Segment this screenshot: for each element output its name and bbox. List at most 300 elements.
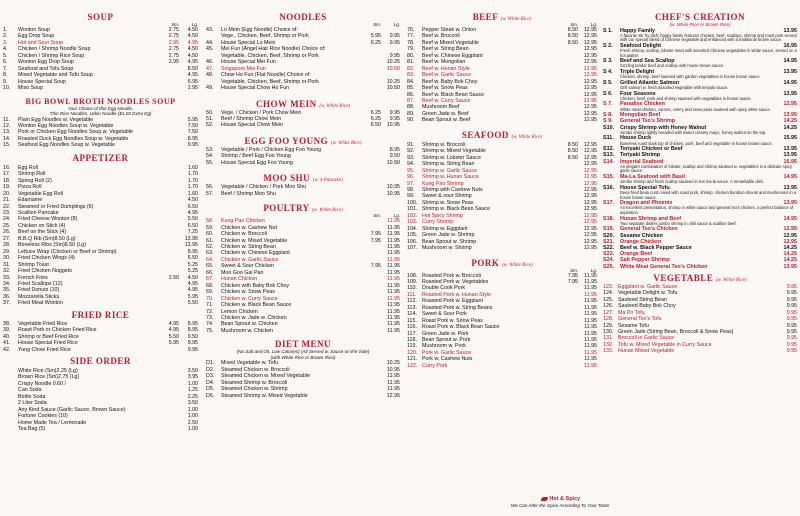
item-name: Miso Soup [18,85,44,92]
item-name: Steamed Shrimp w. Mixed Vegetable [221,392,308,399]
item-price: 12.95 [583,104,597,111]
item-name: B.B.Q Rib (Sm)8.50 (Lg) [18,235,76,242]
item-name: Orange Beef [620,251,653,258]
mooshu-list [206,184,400,197]
item-name: Four Seasons [620,90,656,97]
item-number: 50. [206,109,214,116]
item-number: S15. [603,174,615,181]
item-number: 9. [3,78,8,85]
item-number: 65. [206,263,214,270]
item-number: 67. [206,276,214,283]
item-price: 11.95 [387,243,400,250]
item-price-small: 7.95 [567,278,578,285]
item-price: 11.95 [387,379,400,386]
item-price: 5.25 [187,261,198,268]
item-name: Any Kind Sauce (Garlic Sauce, Brown Sauce) [18,406,126,413]
item-description: Grill salmon w. fresh assorted vegetable with teriyaki sauce. [620,85,729,91]
item-description: Two separate dishes jumbo shrimp in chili sauce & scallion beef. [620,220,737,226]
item-price: 4.95 [187,59,198,66]
item-price: 11.95 [584,304,597,311]
item-price: 9.50 [389,153,400,160]
item-number: D4. [206,379,215,386]
item-name: Beef w. String Bean [422,46,469,53]
item-number: 19. [3,184,11,191]
item-number: 103. [407,219,418,226]
item-name: Chicken / Shrimp Rice Soup [18,52,85,59]
item-price-small: 5.50 [168,333,179,340]
item-number: 7. [3,65,8,72]
item-price: 12.95 [583,27,597,33]
item-name: Shrimp w. Snow Peas [422,199,474,206]
item-price: 11.95 [584,285,597,292]
item-name: House Special Tofu [620,184,670,191]
item-name: Double Cook Pork [422,285,465,292]
item-price: 9.95 [786,303,797,310]
item-number: 91. [407,141,415,148]
item-name: Home Made Tea / Lemonade [18,419,87,426]
item-name: Vegetable, Chicken, Beef, Shrimp or Pork [221,78,319,85]
item-price: 12.95 [583,238,597,245]
item-number: 14. [3,135,11,142]
item-price: 11.95 [387,231,400,238]
column-1 [3,0,198,433]
item-price-small: 8.50 [567,154,578,161]
chef-list [603,28,797,270]
item-name: Eggplant w. Garlic Sauce [618,283,678,290]
item-number: 97. [407,180,415,187]
item-price-small: 8.50 [567,33,578,40]
column-3 [407,0,597,369]
item-description: An elegant combination of lobster, scallop and shrimp sauteed w. vegetables in a delicate spicy garlic sauce. [620,163,793,174]
item-description: Chicken, beef, pork and shrimp sauteed with vegetables in brown sauce. [620,95,752,101]
item-name: Happy Family [620,27,656,34]
item-number: 99. [407,193,415,200]
item-number: 132. [603,341,614,348]
item-price: 12.95 [583,91,597,98]
item-name: Shrimp with Cashew Nuts [422,186,483,193]
item-number: 120. [407,349,418,356]
item-price: 14.25 [783,124,797,131]
item-price: 14.25 [783,257,797,264]
seafood-list [407,142,597,252]
item-price-small: 2.75 [168,27,179,33]
item-price: 8.95 [389,146,400,153]
item-number: 23. [3,209,11,216]
item-price: 4.95 [187,209,198,216]
item-number: 57. [206,190,214,197]
item-name: Mozzarella Sticks [18,293,60,300]
item-number: 110. [407,285,417,292]
item-name: Teriyaki Chicken or Beef [620,146,683,153]
item-number: 27. [3,235,11,242]
item-number: 85. [407,85,415,92]
item-number: 17. [3,171,11,178]
appetizer-list [3,165,198,307]
item-price: 13.95 [783,90,797,97]
item-number: 62. [206,243,214,250]
bigbowl-note-2: Thin Rice Noodles, Udon Noodle ($1.00 Extra Eg) [49,111,152,117]
item-number: 32. [3,268,11,275]
item-number: 56. [206,184,214,191]
item-name: Ma-La Seafood with Basil [620,174,685,181]
item-number: 78. [407,39,415,46]
item-price: 1.70 [187,177,198,184]
item-price: 13.95 [783,152,797,159]
item-name: Can Soda [18,387,42,394]
item-number: S 5. [603,79,613,86]
item-price: 11.95 [387,373,400,380]
item-number: 125. [603,296,614,303]
item-name: Vegetable Delight w. Tofu [618,290,678,297]
item-number: 81. [407,59,415,66]
item-name: Shrimp w. Lobster Sauce [422,154,481,161]
item-price: 13.95 [783,200,797,207]
item-number: S21. [603,238,615,245]
chef-heading: CHEF'S CREATION [654,12,746,22]
item-name: Sweet & Sour Pork [422,311,467,318]
item-price: 11.95 [387,289,400,296]
chowmein-list [206,110,400,129]
item-name: House Special Chow Mein [221,122,284,129]
item-name: Sesame Chicken [620,232,663,239]
item-number: 15. [3,142,11,149]
chef-item [603,80,797,91]
chef-item [603,216,797,227]
menu-item [603,348,797,354]
item-name: Beef on the Stick (4) [18,229,66,236]
poultry-list [206,218,400,334]
item-number: 114. [407,311,417,318]
item-price: 7.25 [187,229,198,236]
item-price: 7.50 [187,129,198,136]
item-price: 4.95 [187,39,198,46]
beef-list [407,27,597,124]
item-name: Seafood and Tofu Soup [18,65,74,72]
item-name: Mushroom w. Chicken [221,327,274,334]
item-number: S13. [603,152,615,159]
item-price: 4.95 [187,287,198,294]
item-name: Chicken w. String Bean [221,243,276,250]
item-name: Beef / Shrimp Chow Mein [221,115,282,122]
item-price: 1.25 [187,387,198,394]
beef-size-header: Sm. Lg. [570,22,597,27]
item-price: 12.95 [583,219,597,226]
item-number: 82. [407,65,415,72]
item-number: S 6. [603,90,613,97]
item-number: 92. [407,148,415,155]
item-price-small: 5.95 [370,33,381,40]
item-name: Fried Meat Wonton [18,300,63,307]
item-price: 15.95 [783,135,797,142]
item-price: 1.60 [187,190,198,197]
item-name: Green Jade w. Beef [422,110,469,117]
item-number: 20. [3,190,11,197]
item-price: 4.50 [187,46,198,53]
item-name: House Special Mei Fun [221,59,276,66]
menu-item [206,160,400,166]
item-name: Edamame [18,197,43,204]
column-4 [603,0,797,355]
vegetable-list [603,284,797,355]
item-number: 53. [206,146,214,153]
item-price: 9.95 [389,33,400,40]
item-number: 26. [3,229,11,236]
item-number: S14. [603,158,615,165]
item-number: D6. [206,392,215,399]
item-number: 94. [407,161,415,168]
item-number: 88. [407,104,415,111]
item-price: 14.95 [783,58,797,65]
item-name: Beef w. Black Pepper Sauce [620,245,692,252]
item-name: Mei Fun (Angel Hair Rice Noodle) Choice of: [221,46,326,53]
item-name: Chicken w. Garlic Sauce [221,256,279,263]
item-price: 13.95 [184,242,198,249]
item-number: S19. [603,226,615,233]
item-number: 5. [3,52,8,59]
item-name: Tofu w. Mixed Vegetable in Curry Sauce [618,341,712,348]
item-name: Wonton Soup [18,27,51,33]
item-name: Shrimp or Beef Fried Rice [18,333,79,340]
item-number: 40. [3,333,11,340]
chef-item [603,264,797,270]
item-price: 11.95 [584,330,597,337]
item-price: 10.95 [386,190,400,197]
item-price-small: 2.75 [168,46,179,53]
item-name: Wonton Egg Noodles Soup w. Vegetable [18,122,114,129]
menu-item [3,426,198,432]
item-price: 11.95 [387,327,400,334]
item-name: Mushroom w. Pork [422,343,466,350]
item-name: Chicken on Stick (4) [18,222,66,229]
item-price: 9.95 [786,309,797,316]
bigbowl-heading: BIG BOWL BROTH NOODLES SOUP [25,96,176,106]
item-price-small: 2.50 [168,274,179,281]
item-number: 10. [3,85,11,92]
item-name: Egg Roll [18,164,39,171]
item-number: 39. [3,327,11,334]
soup-heading: SOUP [87,12,114,22]
item-name: Lemon Chicken [221,308,258,315]
menu-item [206,85,400,91]
item-name: Fried Chicken Nuggets [18,268,72,275]
item-number: 61. [206,237,214,244]
item-price: 7.50 [187,122,198,129]
item-number: 122. [407,362,418,369]
item-number: S10. [603,124,615,131]
eggfoo-list [206,147,400,166]
item-name: Orange Chicken [620,238,662,245]
item-name: Crispy Noodle 0.60 / [18,380,66,387]
item-name: Yung Chow Fried Rice [18,346,71,353]
item-number: S16. [603,184,615,191]
item-number: S25. [603,263,615,270]
item-price-small: 8.50 [567,39,578,46]
item-price: 2.25 [187,393,198,400]
item-name: Mushroom Beef [422,104,460,111]
item-number: 46. [206,59,214,66]
item-name: Pork w. Cashew Nuts [422,356,473,363]
item-number: 66. [206,269,214,276]
item-price: 11.95 [387,276,400,283]
item-price: 16.95 [783,158,797,165]
item-name: Lettuce Wrap (Chicken or Beef or Shrimp) [18,248,117,255]
item-name: Pork w. Garlic Sauce [422,349,472,356]
item-price: 9.95 [786,283,797,290]
item-name: Roasted Pork w. String Beans [422,304,493,311]
item-price: 12.95 [583,110,597,117]
item-price: 11.95 [387,302,400,309]
item-price: 12.95 [583,46,597,53]
item-name: Boneless Ribs (Sm)8.50 (Lg) [18,242,87,249]
item-price: 11.95 [584,298,597,305]
item-name: Roasted Pork w. Vegetables [422,278,489,285]
item-price: 1.00 [187,380,198,387]
item-number: 87. [407,97,415,104]
item-name: French Fries [18,274,48,281]
item-name: Seafood Delight [620,42,662,49]
item-number: 130. [603,329,614,336]
item-name: House Special Egg Foo Young [221,159,293,166]
item-price: 12.95 [583,161,597,168]
item-name: Bean Sprout w. Shrimp [422,238,477,245]
item-name: Beef w Mixed Vegetable [422,39,479,46]
item-price: 14.25 [783,251,797,258]
item-name: House Special Fried Rice [18,340,78,347]
item-number: 24. [3,216,11,223]
noodles-list [206,27,400,92]
spicy-legend-note: We Can Alter the Spice According To Your Taste [510,503,610,508]
item-price: 8.95 [187,320,198,327]
item-price-small: 2.75 [168,52,179,59]
item-price: 8.50 [187,65,198,72]
item-number: 128. [603,316,614,323]
item-name: Fried Chicken Wings (4) [18,255,75,262]
item-name: Chicken / Shrimp Noodle Soup [18,46,91,53]
item-number: 106. [407,238,418,245]
friedrice-heading: FRIED RICE [71,309,130,320]
item-name: Beef w. Mongolian [422,59,466,66]
item-name: Roast Pork w. Black Bean Sauce [422,324,500,331]
item-price: 8.95 [187,327,198,334]
item-name: Pizza Roll [18,184,42,191]
item-name: Beef w. Hunan Style [422,65,470,72]
item-name: Bottle Soda [18,393,46,400]
item-number: 119. [407,343,417,350]
item-price: 1.60 [187,164,198,171]
column-2 [206,0,400,399]
item-number: 126. [603,303,614,310]
item-price: 12.95 [583,39,597,46]
item-name: Brown Rice (Sm)2.75 (Lg) [18,374,80,381]
item-price: 10.50 [386,65,400,72]
item-price: 11.95 [584,317,597,324]
item-price-small: 8.50 [567,27,578,33]
item-number: 73. [206,314,214,321]
noodles-heading: NOODLES [279,12,327,22]
item-price: 12.95 [583,33,597,40]
item-price: 12.95 [583,167,597,174]
item-name: Beef w. Snow Peas [422,85,468,92]
menu-item [3,142,198,148]
item-number: 127. [603,309,614,316]
chili-pepper-icon [541,497,548,501]
beef-heading: BEEF (w. White Rice) [472,12,532,22]
chef-item [603,101,797,112]
item-name: Kung Pao Shrimp [422,180,464,187]
item-name: Beef w. Broccoli [422,33,460,40]
item-price: 9.95 [786,329,797,336]
item-name: Spring Roll (2) [18,177,52,184]
item-number: 8. [3,72,8,79]
item-price: 13.95 [783,146,797,153]
item-description: Chicken, shrimp, beef sauteed with garden vegetables in house brown sauce. [620,74,761,80]
item-price-small: 7.95 [567,272,578,279]
item-number: 36. [3,293,11,300]
item-number: 33. [3,274,11,281]
item-price: 13.95 [783,27,797,34]
item-price-small: 6.25 [370,115,381,122]
item-name: Mushroom w. Shrimp [422,245,472,252]
item-price: 12.95 [583,97,597,104]
item-name: Shrimp w. Hunan Sauce [422,174,479,181]
item-name: Roasted Duck Egg Noodles Soup w. Vegetable [18,135,129,142]
item-number: S 4. [603,69,613,76]
item-name: Chicken w. Curry Sauce [221,295,278,302]
item-number: 112. [407,298,417,305]
item-name: Vegetable, Chicken, Beef, Shrimp or Pork [221,52,319,59]
item-name: Shrimp w. Garlic Sauce [422,167,478,174]
item-price: 10.25 [386,360,400,367]
item-number: 49. [206,85,214,92]
item-name: Beef w. Curry Sauce [422,97,471,104]
diet-note-2: (with White Rice or Brown Rice) [270,354,336,360]
vegetable-heading: VEGETABLE (w. White Rice) [653,272,747,283]
item-number: 100. [407,199,418,206]
item-price: 11.95 [584,362,597,369]
item-number: 28. [3,242,11,249]
item-name: Shrimp Roll [18,171,46,178]
item-name: Kung Pao Chicken [221,218,265,225]
friedrice-list [3,321,198,353]
item-price: 4.50 [187,52,198,59]
item-price: 6.50 [187,255,198,262]
item-price: 12.95 [583,245,597,252]
item-number: 84. [407,78,415,85]
item-price: 12.95 [583,85,597,92]
item-price: 9.95 [786,348,797,355]
item-number: 117. [407,330,417,337]
item-price: 3.50 [187,368,198,375]
item-name: Sesame Tofu [618,322,649,329]
item-name: Bean Sprout w. Beef [422,117,471,124]
item-number: 1. [3,27,8,33]
item-name: Fried Scallops (12) [18,280,63,287]
item-number: 90. [407,117,415,124]
item-price: 6.50 [187,222,198,229]
menu-item [3,85,198,91]
chef-item [603,43,797,58]
item-name: Dragon and Phoenix [620,200,673,207]
item-number: 51. [206,115,214,122]
item-number: 96. [407,174,415,181]
chef-item [603,200,797,215]
item-number: 76. [407,27,415,33]
item-name: White Rice (Sm)2.25 (Lg) [18,368,78,375]
item-price: 10.25 [386,59,400,66]
item-price: 11.95 [387,321,400,328]
item-price: 6.95 [187,78,198,85]
item-name: Beef w. Baby Bok Choy [422,78,478,85]
